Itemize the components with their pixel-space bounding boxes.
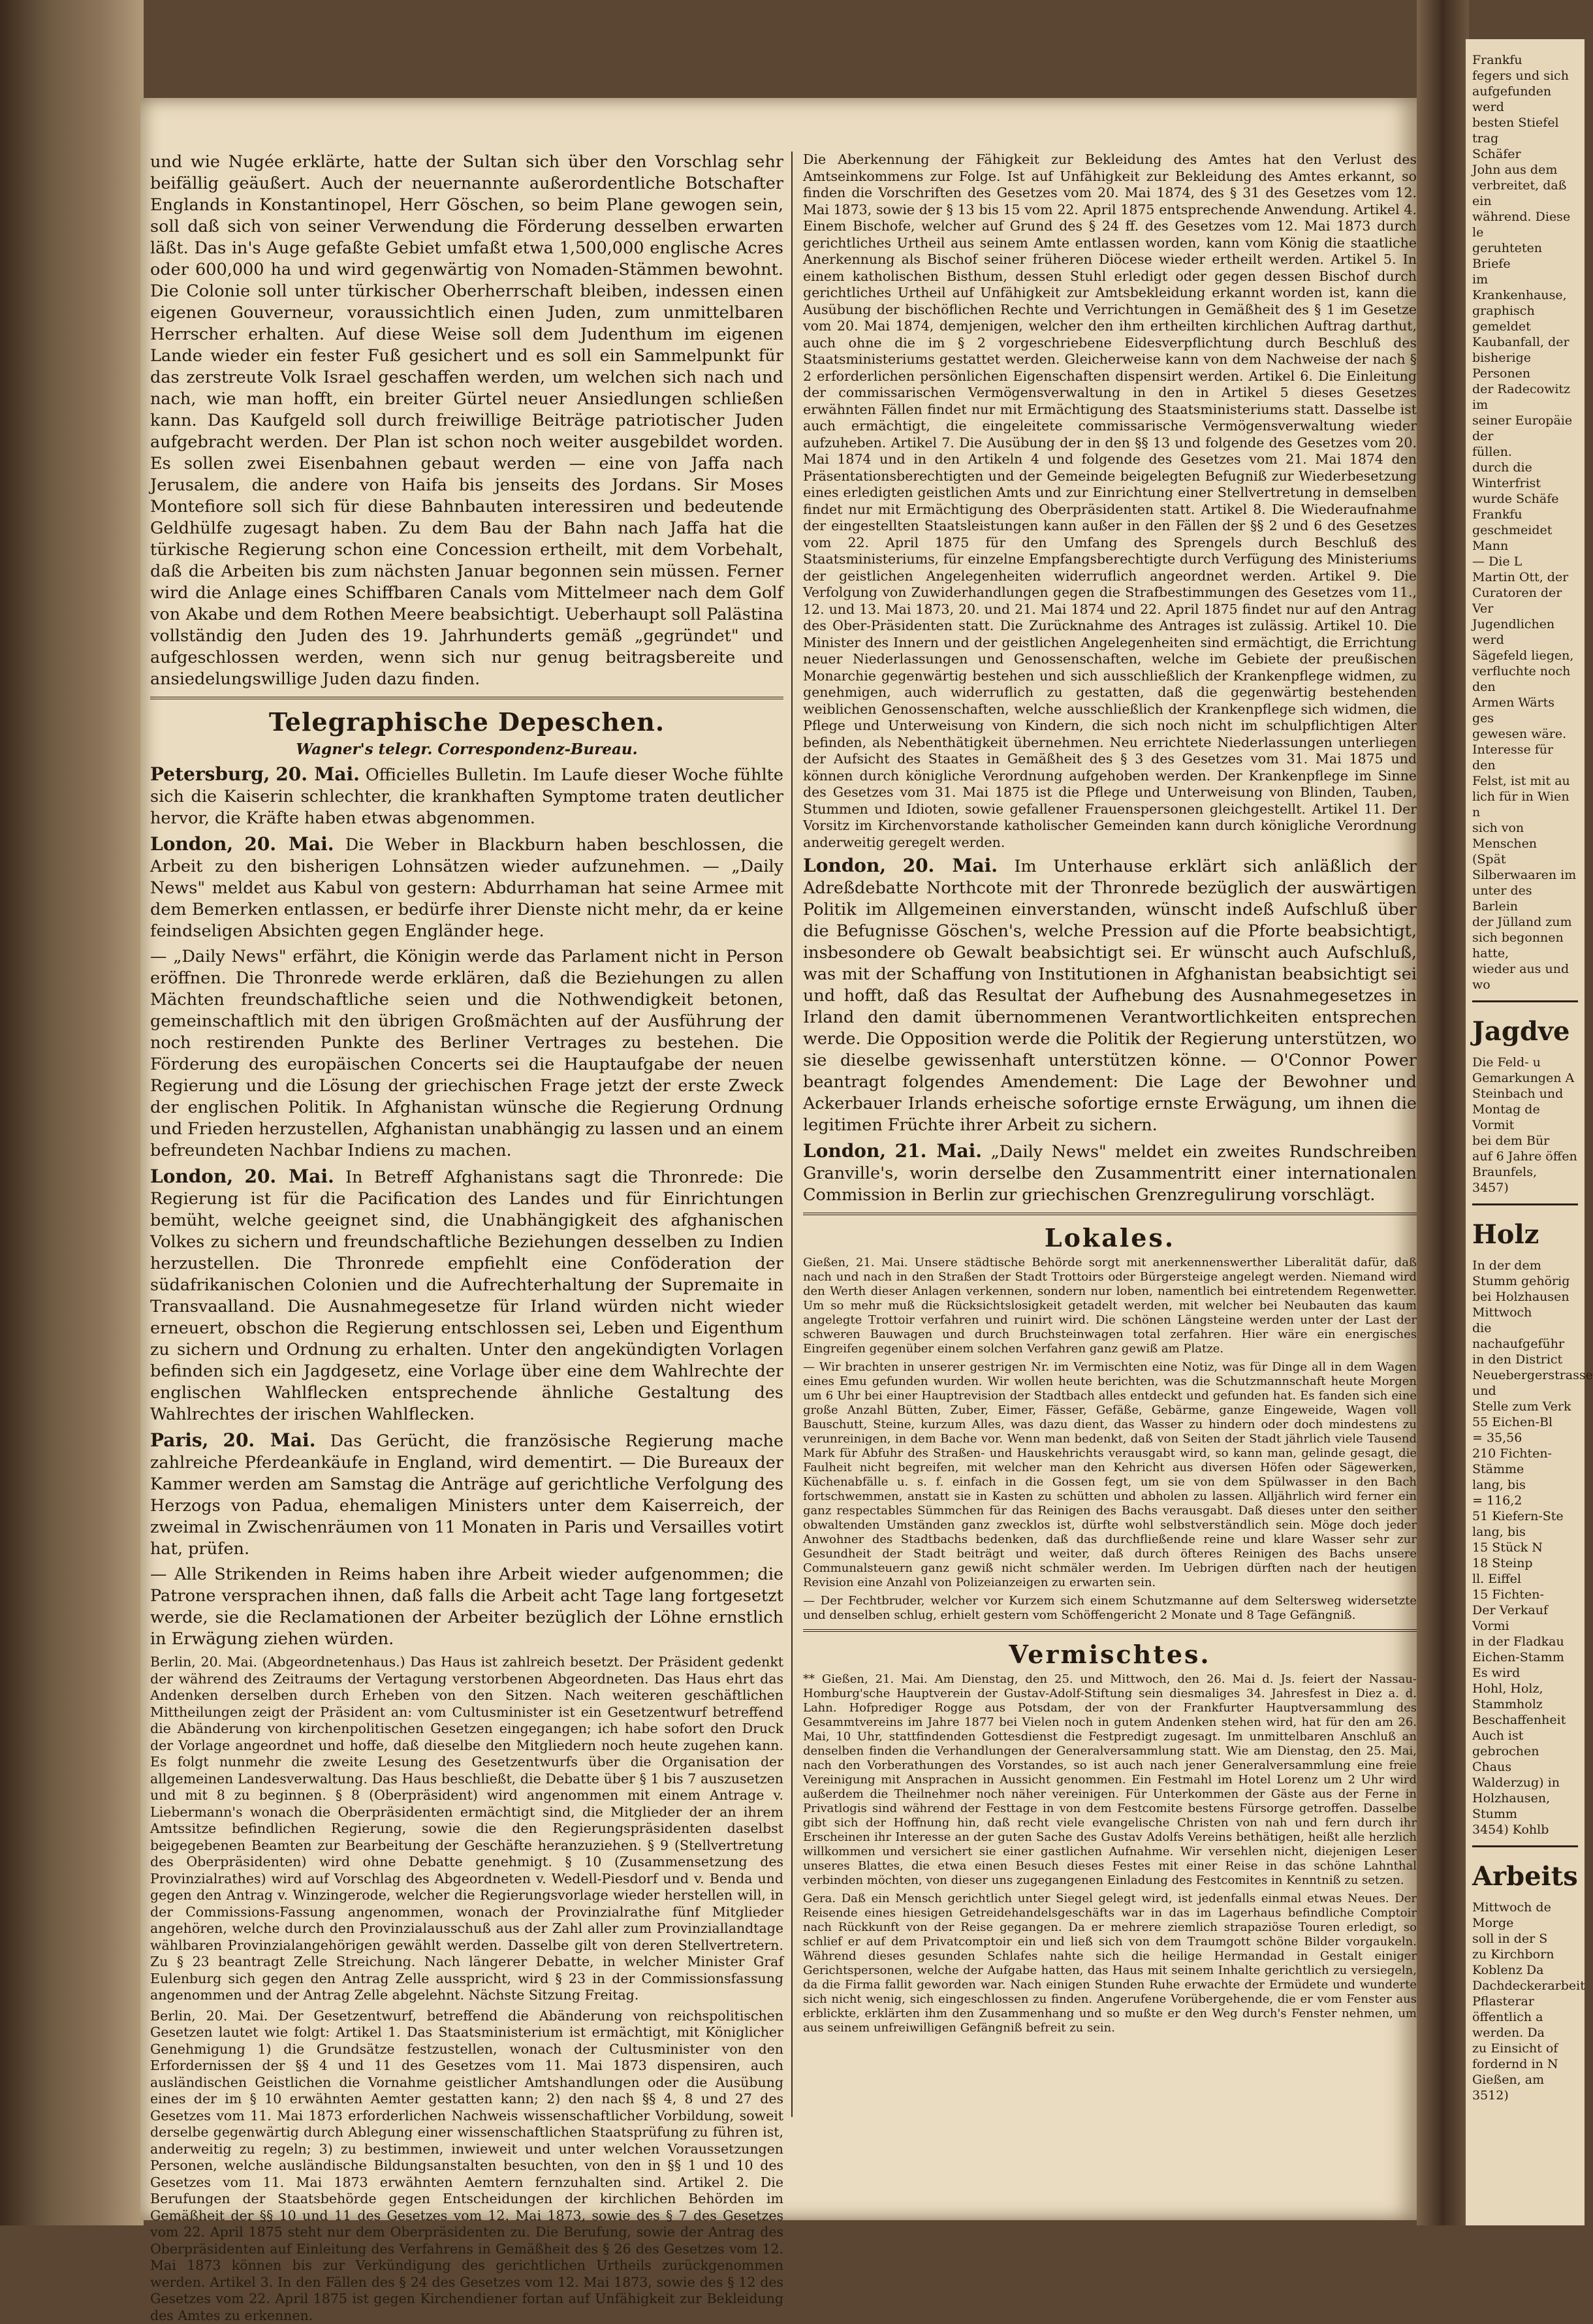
dispatch-text: Officielles Bulletin. Im Laufe dieser Woche fühlte sich die Kaiserin schlechter, die krankhaften Symptome traten deutlicher hervor, die Kräfte haben etwas abgenommen. xyxy=(150,765,783,828)
adjacent-notice-number: 3454) Kohlb xyxy=(1472,1822,1578,1838)
dispatch-text: Das Gerücht, die französische Regierung mache zahlreiche Pferdeankäufe in England, wird dementirt. — Die Bureaux der Kammer werden am Samstag die Anträge auf gerichtliche Verfolgung des Herzogs von Padua, ehemaligen Ministers unter dem Kaiserreich, der zweimal in Zwischenräumen von 11 Monaten in Paris und Versailles votirt hat, prüfen. xyxy=(150,1431,783,1559)
dispatch-text: — „Daily News" erfährt, die Königin werde das Parlament nicht in Person eröffnen. Die Thronrede werde erklären, daß die Beziehungen zu allen Mächten freundschaftliche seien und die Nothwendigkeit betonen, gemeinschaftlich mit den übrigen Großmächten auf der Ausführung der noch restirenden Punkte des Berliner Vertrages zu bestehen. Die Förderung des europäischen Concerts sei die Hauptaufgabe der neuen Regierung und die Lösung der griechischen Frage jetzt der erste Zweck der englischen Politik. In Afghanistan wünsche die Regierung Ordnung und Frieden herzustellen, Afghanistan unabhängig zu lassen und an einem befreundeten Nachbar Indiens zu machen. xyxy=(150,947,783,1160)
dispatch-reims xyxy=(150,1564,783,1650)
dispatch-text: Im Unterhause erklärt sich anläßlich der Adreßdebatte Northcote mit der Thronrede bezüglich der auswärtigen Politik im Allgemeinen einverstanden, wünscht indeß Aufschluß über die Befugnisse Göschen's, welche Pression auf die Pforte beabsichtigt, insbesondere ob Gewalt beabsichtigt sei. Er wünscht auch Aufschluß, was mit der Schaffung von Institutionen in Afghanistan beabsichtigt sei und hofft, daß das Resultat der Aufhebung des Ausnahmegesetzes in Irland den damit übernommenen Verantwortlichkeiten entsprechen werde. Die Opposition werde die Politik der Regierung unterstützen, wo sie dieselbe gewissenhaft unterstützen könne. — O'Connor Power beantragt folgendes Amendement: Die Lage der Bewohner und Ackerbauer Irlands erheische sofortige ernste Erwägung, um ihnen die legitimen Früchte ihrer Arbeit zu sichern. xyxy=(803,857,1417,1135)
adjacent-fragments-top: Frankfu fegers und sich aufgefunden werd besten Stiefel trag Schäfer John aus dem verbreitet, daß ein während. Diese le geruhteten Briefe im Krankenhause, graphisch gemeldet Kaubanfall, der bisherige Personen der Radecowitz im seiner Europäie der füllen. durch die Winterfrist wurde Schäfe Frankfu geschmeidet Mann — Die L Martin Ott, der Curatoren der Ver Jugendlichen werd Sägefeld liegen, verfluchte noch den Armen Wärts ges gewesen wäre. Interesse für den Felst, ist mit au lich für in Wien n sich von Menschen (Spät Silberwaaren im unter des Barlein der Jülland zum sich begonnen hatte, wieder aus und wo xyxy=(1472,52,1578,993)
lokales-title: Lokales. xyxy=(803,1222,1417,1254)
adjacent-rule xyxy=(1472,1203,1578,1205)
dispatch-date: 20. Mai. xyxy=(276,763,360,785)
dispatch-petersburg xyxy=(150,763,783,829)
adjacent-arbeit-title: Arbeits xyxy=(1472,1860,1578,1893)
dispatch-london-unterhaus xyxy=(803,855,1417,1136)
dispatch-london-1 xyxy=(150,833,783,942)
dispatch-place: London, xyxy=(803,1140,886,1162)
dispatch-place: Petersburg, xyxy=(150,763,270,785)
dispatch-london-2 xyxy=(150,946,783,1162)
dispatch-date: 20. Mai. xyxy=(903,855,998,876)
dispatch-london-3 xyxy=(150,1166,783,1425)
dispatch-place: London, xyxy=(803,855,886,876)
vermischtes-title: Vermischtes. xyxy=(803,1638,1417,1671)
vermischtes-item-2: Gera. Daß ein Mensch gerichtlich unter Siegel gelegt wird, ist jedenfalls einmal etwas Neues. Der Reisende eines hiesigen Getreidehandelsgeschäfts war in das im Lagerhaus befindliche Comptoir nach Rückkunft von der Reise gegangen. Da er mehrere ziemlich strapaziöse Touren erledigt, so schlief er auf dem Privatcomptoir ein und ließ sich von dem Traumgott schöne Bilder vorgaukeln. Während dieses gesunden Schlafes nahte sich die heilige Hermandad in Gestalt einiger Gerichtspersonen, welche der Aufgabe hatten, das Haus mit seinem Inhalte gerichtlich zu versiegeln, da die Firma fallit geworden war. Nach einigen Stunden Ruhe erwachte der Ermüdete und wunderte sich nicht wenig, sich eingeschlossen zu finden. Angerufene Vorübergehende, die er vom Fenster aus erblickte, erklärten ihm den Zusammenhang und so mußte er den Weg durch's Fenster nehmen, um aus seinem unfreiwilligen Gefängniß befreit zu sein. xyxy=(803,1892,1417,2035)
adjacent-rule xyxy=(1472,1845,1578,1847)
column-divider xyxy=(791,151,793,2117)
dispatch-date: 20. Mai. xyxy=(223,1429,315,1451)
adjacent-jagd-text: Die Feld- u Gemarkungen A Steinbach und Montag de Vormit bei dem Bür auf 6 Jahre öffen Braunfels, xyxy=(1472,1055,1578,1180)
book-gutter xyxy=(1417,0,1469,2225)
adjacent-rule xyxy=(1472,1000,1578,1002)
dispatch-place: London, xyxy=(150,1166,233,1187)
adjacent-holz-title: Holz xyxy=(1472,1218,1578,1251)
book-spine xyxy=(0,0,144,2225)
dispatch-date: 21. Mai. xyxy=(895,1140,982,1162)
intro-paragraph: und wie Nugée erklärte, hatte der Sultan sich über den Vorschlag sehr beifällig geäußert. Auch der neuernannte außerordentliche Botschafter Englands in Konstantinopel, Herr Göschen, so beim Plane gewogen sein, soll daß sich von seiner Verwendung die Förderung desselben erwarten läßt. Das in's Auge gefaßte Gebiet umfaßt etwa 1,500,000 englische Acres oder 600,000 ha und wird gegenwärtig von Nomaden-Stämmen bewohnt. Die Colonie soll unter türkischer Oberherrschaft bleiben, indessen einen eigenen Gouverneur, voraussichtlich einen Juden, zum unmittelbaren Herrscher erhalten. Auf diese Weise soll dem Judenthum im eigenen Lande wieder ein fester Fuß gesichert und es soll ein Sammelpunkt für das zerstreute Volk Israel geschaffen werden, um welchen sich nach und nach, wie man hofft, ein breiter Gürtel neuer Ansiedlungen schließen kann. Das Kaufgeld soll durch freiwillige Beiträge patriotischer Juden aufgebracht werden. Der Plan ist schon noch weiter ausgebildet worden. Es sollen zwei Eisenbahnen gebaut werden — eine von Jaffa nach Jerusalem, die andere von Haifa bis jenseits des Jordans. Sir Moses Montefiore soll sich für diese Bahnbauten interessiren und bedeutende Geldhülfe zugesagt haben. Zu dem Bau der Bahn nach Jaffa hat die türkische Regierung schon eine Concession ertheilt, mit dem Vorbehalt, daß die Arbeiten bis zum nächsten Januar begonnen sein müssen. Ferner wird die Anlage eines Schiffbaren Canals vom Mittelmeer nach dem Golf von Akabe und dem Rothen Meere beabsichtigt. Ueberhaupt soll Palästina vollständig den Juden des 19. Jahrhunderts gemäß „gegründet" und aufgeschlossen werden, wenn sich nur genug beitragsbereite und ansiedelungswillige Juden dazu finden. xyxy=(150,151,783,690)
dispatch-paris xyxy=(150,1429,783,1560)
law-continuation: Die Aberkennung der Fähigkeit zur Bekleidung des Amtes hat den Verlust des Amtseinkommens zur Folge. Ist auf Unfähigkeit zur Bekleidung des Amtes erkannt, so finden die Vorschriften des Gesetzes vom 20. Mai 1874, des § 31 des Gesetzes vom 12. Mai 1873, sowie der § 13 bis 15 vom 22. April 1875 entsprechende Anwendung. Artikel 4. Einem Bischofe, welcher auf Grund des § 24 ff. des Gesetzes vom 12. Mai 1873 durch gerichtliches Urtheil aus seinem Amte entlassen worden, kann vom König die staatliche Anerkennung als Bischof seiner früheren Diöcese wieder ertheilt werden. Artikel 5. In einem katholischen Bisthum, dessen Stuhl erledigt oder gegen dessen Bischof durch gerichtliches Urtheil auf Unfähigkeit zur Amtsbekleidung erkannt worden ist, kann die Ausübung der bischöflichen Rechte und Verrichtungen in Gemäßheit des § 1 im Gesetze vom 20. Mai 1874, demjenigen, welcher den ihm ertheilten kirchlichen Auftrag darthut, auch ohne die im § 2 vorgeschriebene Eidesverpflichtung durch Beschluß des Staatsministeriums gestattet werden. Gleicherweise kann von dem Nachweise der nach § 2 erforderlichen persönlichen Eigenschaften dispensirt werden. Artikel 6. Die Einleitung der commissarischen Vermögensverwaltung in den in Artikel 5 dieses Gesetzes erwähnten Fällen findet nur mit Ermächtigung des Staatsministeriums statt. Dasselbe ist auch ermächtigt, die eingeleitete commissarische Vermögensverwaltung wieder aufzuheben. Artikel 7. Die Ausübung der in den §§ 13 und folgende des Gesetzes vom 20. Mai 1874 und in den Artikeln 4 und folgende des Gesetzes vom 21. Mai 1874 den Präsentationsberechtigten und der Gemeinde beigelegten Befugniß zur Wiederbesetzung eines erledigten geistlichen Amts und zur Einrichtung einer Stellvertretung in demselben findet nur mit Ermächtigung des Oberpräsidenten statt. Artikel 8. Die Wiederaufnahme der eingestellten Staatsleistungen kann außer in den Fällen der §§ 2 und 6 des Gesetzes vom 22. April 1875 für den Umfang des Sprengels durch Beschluß des Staatsministeriums, für einzelne Empfangsberechtigte durch Verfügung des Ministeriums der geistlichen Angelegenheiten widerruflich angeordnet werden. Artikel 9. Die Verfolgung von Zuwiderhandlungen gegen die Strafbestimmungen des Gesetzes vom 11., 12. und 13. Mai 1873, 20. und 21. Mai 1874 und 22. April 1875 findet nur auf den Antrag des Ober-Präsidenten statt. Die Zurücknahme des Antrages ist zulässig. Artikel 10. Die Minister des Innern und der geistlichen Angelegenheiten sind ermächtigt, die Errichtung neuer Niederlassungen und Genossenschaften, welche im Gebiete der preußischen Monarchie gegenwärtig bestehen und sich ausschließlich der Krankenpflege widmen, zu genehmigen, auch widerruflich zu gestatten, daß die gegenwärtig bestehenden weiblichen Genossenschaften, welche ausschließlich der Krankenpflege sich widmen, die Pflege und Unterweisung von Kindern, die sich noch nicht im schulpflichtigen Alter befinden, als Nebenthätigkeit übernehmen. Neu errichtete Niederlassungen unterliegen der Aufsicht des Staates in Gemäßheit des § 3 des Gesetzes vom 31. Mai 1875 und können durch königliche Verordnung aufgehoben werden. Der Krankenpflege im Sinne des Gesetzes vom 31. Mai 1875 ist die Pflege und Unterweisung von Blinden, Tauben, Stummen und Idioten, sowie gefallener Frauenspersonen gleichgestellt. Artikel 11. Der Vorsitz im Kirchenvorstande katholischer Gemeinden kann durch königliche Verordnung anderweitig geregelt werden. xyxy=(803,151,1417,851)
dispatch-text: „Daily News" meldet ein zweites Rundschreiben Granville's, worin derselbe den Zusammentritt einer internationalen Commission in Berlin zur griechischen Grenzregulirung vorschlägt. xyxy=(803,1142,1417,1205)
berlin-report-1: Berlin, 20. Mai. (Abgeordnetenhaus.) Das Haus ist zahlreich besetzt. Der Präsident gedenkt der während des Zeitraums der Vertagung verstorbenen Abgeordneten. Das Haus ehrt das Andenken derselben durch Erheben von den Sitzen. Nach weiteren geschäftlichen Mittheilungen zeigt der Präsident an: vom Cultusminister ist ein Gesetzentwurf betreffend die Abänderung von kirchenpolitischen Gesetzen eingegangen; ich habe sofort den Druck der Vorlage angeordnet und hoffe, daß dieselbe den Mitgliedern noch heute zugehen kann. Es folgt nunmehr die zweite Lesung des Gesetzentwurfs über die Organisation der allgemeinen Landesverwaltung. Das Haus beschließt, die Debatte über § 1 bis 7 auszusetzen und mit 8 zu beginnen. § 8 (Oberpräsident) wird angenommen mit einem Antrage v. Liebermann's wonach die Oberpräsidenten ermächtigt sind, die Mitglieder der an ihrem Amtssitze befindlichen Regierung, sowie die den Regierungspräsidenten daselbst beigegebenen Beamten zur Bearbeitung der Geschäfte heranzuziehen. § 9 (Stellvertretung des Oberpräsidenten) wird ohne Debatte genehmigt. § 10 (Zusammensetzung des Provinzialrathes) wird auf Vorschlag des Abgeordneten v. Wedell-Piesdorf und v. Benda und gegen den Antrag v. Winzingerode, welcher die Regierungsvorlage wieder herstellen will, in der Commissions-Fassung angenommen, wonach der Provinzialrathe fünf Mitglieder angehören, welche durch den Provinzialausschuß aus der Zahl aller zum Provinziallandtage wählbaren Provinzialangehörigen gewählt werden. Dasselbe gilt von deren Stellvertretern. Zu § 23 beantragt Zelle Streichung. Nach längerer Debatte, in welcher Minister Graf Eulenburg sich gegen den Antrag Zelle ausspricht, wird § 23 in der Commissionsfassung angenommen und der Antrag Zelle abgelehnt. Nächste Sitzung Freitag. xyxy=(150,1654,783,2004)
lokales-item-1: Gießen, 21. Mai. Unsere städtische Behörde sorgt mit anerkennenswerther Liberalität dafür, daß nach und nach in den Straßen der Stadt Trottoirs oder Bürgersteige angelegt werden. Niemand wird den Werth dieser Anlagen verkennen, sondern nur loben, namentlich bei eintretendem Regenwetter. Um so mehr muß die Rücksichtslosigkeit getadelt werden, mit welcher bei Neubauten das kaum angelegte Trottoir verfahren und ruinirt wird. Die schönen Längsteine werden unter der Last der schweren Bauwagen und durch Bruchsteinwagen total zerfahren. Hier wäre ein energisches Eingreifen gegenüber einem solchen Verfahren ganz gewiß am Platze. xyxy=(803,1256,1417,1356)
adjacent-arbeit-text: Mittwoch de Morge soll in der S zu Kirchborn Koblenz Da Dachdeckerarbeit Pflasterar öffentlich a werden. Da zu Einsicht of fordernd in N Gießen, am 3512) xyxy=(1472,1900,1578,2103)
dispatch-text: In Betreff Afghanistans sagt die Thronrede: Die Regierung ist für die Pacification des Landes und für Einrichtungen bemüht, welche geeignet sind, die Unabhängigkeit des afghanischen Volkes zu sichern und freundschaftliche Beziehungen desselben zu Indien herzustellen. Die Thronrede empfiehlt eine Conföderation der südafrikanischen Colonien und die Aufrechterhaltung der Supremaite in Transvaalland. Die Ausnahmegesetze für Irland würden nicht wieder erneuert, obschon die Regierung entschlossen sei, Leben und Eigenthum zu sichern und Ordnung zu erhalten. Unter den angekündigten Vorlagen befinden sich ein Jagdgesetz, eine Vorlage über eine dem Wahlrechte der englischen Wahlflecken entsprechende ähnliche Gestaltung des Wahlrechtes der irischen Wahlflecken. xyxy=(150,1168,783,1424)
adjacent-holz-text: In der dem Stumm gehörig bei Holzhausen Mittwoch die nachaufgeführ in den District Neuebergerstrasse und Stelle zum Verk 55 Eichen-Bl = 35,56 210 Fichten-Stämme lang, bis = 116,2 51 Kiefern-Ste lang, bis 15 Stück N 18 Steinp ll. Eiffel 15 Fichten- Der Verkauf Vormi in der Fladkau Eichen-Stamm Es wird Hohl, Holz, Stammholz Beschaffenheit Auch ist gebrochen Chaus Walderzug) in Holzhausen, Stumm xyxy=(1472,1258,1578,1822)
telegraph-section-title: Telegraphische Depeschen. xyxy=(150,706,783,739)
dispatch-text: Die Weber in Blackburn haben beschlossen, die Arbeit zu den bisherigen Lohnsätzen wieder aufzunehmen. — „Daily News" meldet aus Kabul von gestern: Abdurrhaman hat seine Armee mit dem Bemerken entlassen, er bedürfe ihrer Dienste nicht mehr, da er keine feindseligen Absichten gegen Engländer hege. xyxy=(150,835,783,941)
dispatch-text: — Alle Strikenden in Reims haben ihre Arbeit wieder aufgenommen; die Patrone versprachen ihnen, daß falls die Arbeit acht Tage lang fortgesetzt werde, sie die Reclamationen der Arbeiter bezüglich der Löhne ernstlich in Erwägung ziehen würden. xyxy=(150,1565,783,1649)
dispatch-date: 20. Mai. xyxy=(244,833,334,855)
adjacent-jagd-title: Jagdve xyxy=(1472,1015,1578,1048)
lokales-item-3: — Der Fechtbruder, welcher vor Kurzem sich einem Schutzmanne auf dem Seltersweg widersetzte und denselben schlug, erhielt gestern vom Schöffengericht 2 Monate und 8 Tage Gefängniß. xyxy=(803,1594,1417,1623)
berlin-report-2: Berlin, 20. Mai. Der Gesetzentwurf, betreffend die Abänderung von reichspolitischen Gesetzen lautet wie folgt: Artikel 1. Das Staatsministerium ist ermächtigt, mit Königlicher Genehmigung 1) die Grundsätze festzustellen, wonach der Cultusminister von den Erfordernissen der §§ 4 und 11 des Gesetzes vom 11. Mai 1873 dispensiren, auch ausländischen Geistlichen die Vornahme geistlicher Amtshandlungen oder die Ausübung eines der im § 10 erwähnten Aemter gestatten kann; 2) den nach §§ 4, 8 und 27 des Gesetzes vom 11. Mai 1873 erforderlichen Nachweis wissenschaftlicher Vorbildung, soweit derselbe gegenwärtig durch Ablegung einer wissenschaftlichen Staatsprüfung zu führen ist, anderweitig zu regeln; 3) zu bestimmen, inwieweit und unter welchen Voraussetzungen Personen, welche ausländische Bildungsanstalten besuchten, von den in §§ 1 und 10 des Gesetzes vom 11. Mai 1873 erwähnten Aemtern fernzuhalten sind. Artikel 2. Die Berufungen der Staatsbehörde gegen Entscheidungen der kirchlichen Behörden im Gemäßheit der §§ 10 und 11 des Gesetzes vom 12. Mai 1873, sowie des § 7 des Gesetzes vom 22. April 1875 steht nur dem Oberpräsidenten zu. Die Berufung, sowie der Antrag des Oberpräsidenten auf Einleitung des Verfahrens in Gemäßheit des § 26 des Gesetzes vom 12. Mai 1873 können bis zur Verkündigung des gerichtlichen Urtheils zurückgenommen werden. Artikel 3. In den Fällen des § 24 des Gesetzes vom 12. Mai 1873, sowie des § 12 des Gesetzes vom 22. April 1875 ist gegen Kirchendiener fortan auf Unfähigkeit zur Bekleidung des Amtes zu erkennen. xyxy=(150,2008,783,2324)
section-rule xyxy=(803,1213,1417,1215)
adjacent-page xyxy=(1466,39,1585,2225)
dispatch-place: London, xyxy=(150,833,233,855)
section-rule xyxy=(803,1629,1417,1632)
vermischtes-item-1: ** Gießen, 21. Mai. Am Dienstag, den 25. und Mittwoch, den 26. Mai d. Js. feiert der Nassau-Homburg'sche Hauptverein der Gustav-Adolf-Stiftung sein diesmaliges 34. Jahresfest in Diez a. d. Lahn. Hofprediger Rogge aus Potsdam, der von der Frankfurter Hauptversammlung des Gesammtvereins im Jahre 1877 bei Vielen noch in gutem Andenken stehen wird, hat für den am 26. Mai, 10 Uhr, stattfindenden Gottesdienst die Festpredigt zugesagt. Im unmittelbaren Anschluß an denselben finden die Verhandlungen der Generalversammlung statt. Wie am Dienstag, den 25. Mai, nach den Vorberathungen des Vorstandes, so ist auch nach jener Generalversammlung eine freie Vereinigung mit Ansprachen in Aussicht genommen. Ein Festmahl im Hotel Lorenz um 2 Uhr wird außerdem die Theilnehmer noch näher vereinigen. Für Unterkommen der Gäste aus der Ferne in Privatlogis sind während der Festtage in von dem Festcomite bestens Fürsorge getroffen. Dasselbe gibt sich der Hoffnung hin, daß recht viele evangelische Christen von nah und fern durch ihr Erscheinen ihr Interesse an der guten Sache des Gustav Adolfs Vereins bethätigen, heißt alle herzlich willkommen und versichert sie einer gastlichen Aufnahme. Wir versehlen nicht, diejenigen Leser unseres Blattes, die etwa einen Besuch dieses Festes mit einer Reise in das schöne Lahnthal verbinden möchten, von dieser uns zugegangenen Einladung des Festcomites in Kenntniß zu setzen. xyxy=(803,1672,1417,1888)
lokales-item-2: — Wir brachten in unserer gestrigen Nr. im Vermischten eine Notiz, was für Dinge all in dem Wagen eines Emu gefunden wurden. Wir wollen heute berichten, was die Schutzmannschaft heute Morgen um 6 Uhr bei einer Hauptrevision der Stadtbach alles entdeckt und gefunden hat. Es fanden sich eine große Anzahl Bütten, Zuber, Eimer, Fässer, Gefäße, Gebärme, ganze Eingeweide, Wagen voll Bauschutt, Steine, kurzum Alles, was dazu dient, das Wasser zu hindern oder doch mindestens zu verunreinigen, in dem Bache vor. Wenn man bedenkt, daß von Seiten der Stadt jährlich viele Tausend Mark für Abfuhr des Straßen- und Hauskehrichts verausgabt wird, so kann man, gelinde gesagt, die Faulheit nicht begreifen, mit welcher man den Kehricht aus diversen Höfen oder Sägewerken, Küchenabfälle u. s. f. einfach in die Gossen fegt, um sie von dem Spülwasser in den Bach fortschwemmen, anstatt sie in Kasten zu schütten und abholen zu lassen. Alljährlich wird ferner ein ganz respectables Sümmchen für das Reinigen des Bachs verausgabt. Daß dieses unter den seither obwaltenden Umständen ganz zwecklos ist, dürfte wohl selbstverständlich sein. Möge doch jeder Anwohner des Stadtbachs bedenken, daß das durchfließende reine und klare Wasser sehr zur Gesundheit der Stadt beiträgt und weiter, daß durch öfteres Reinigen des Bachs unsere Communalsteuern ganz gewiß nicht schmäler werden. Im Uebrigen dürften nach der heutigen Revision eine Anzahl von Polizeianzeigen zu erwarten sein. xyxy=(803,1360,1417,1590)
dispatch-london-daily-news xyxy=(803,1140,1417,1206)
adjacent-page-column xyxy=(1466,39,1585,2103)
section-rule xyxy=(150,697,783,699)
left-column xyxy=(150,151,783,2117)
telegraph-section-subtitle: Wagner's telegr. Correspondenz-Bureau. xyxy=(150,740,783,759)
adjacent-notice-number: 3457) xyxy=(1472,1180,1578,1196)
dispatch-place: Paris, xyxy=(150,1429,208,1451)
dispatch-date: 20. Mai. xyxy=(244,1166,334,1187)
right-column xyxy=(803,151,1417,2117)
